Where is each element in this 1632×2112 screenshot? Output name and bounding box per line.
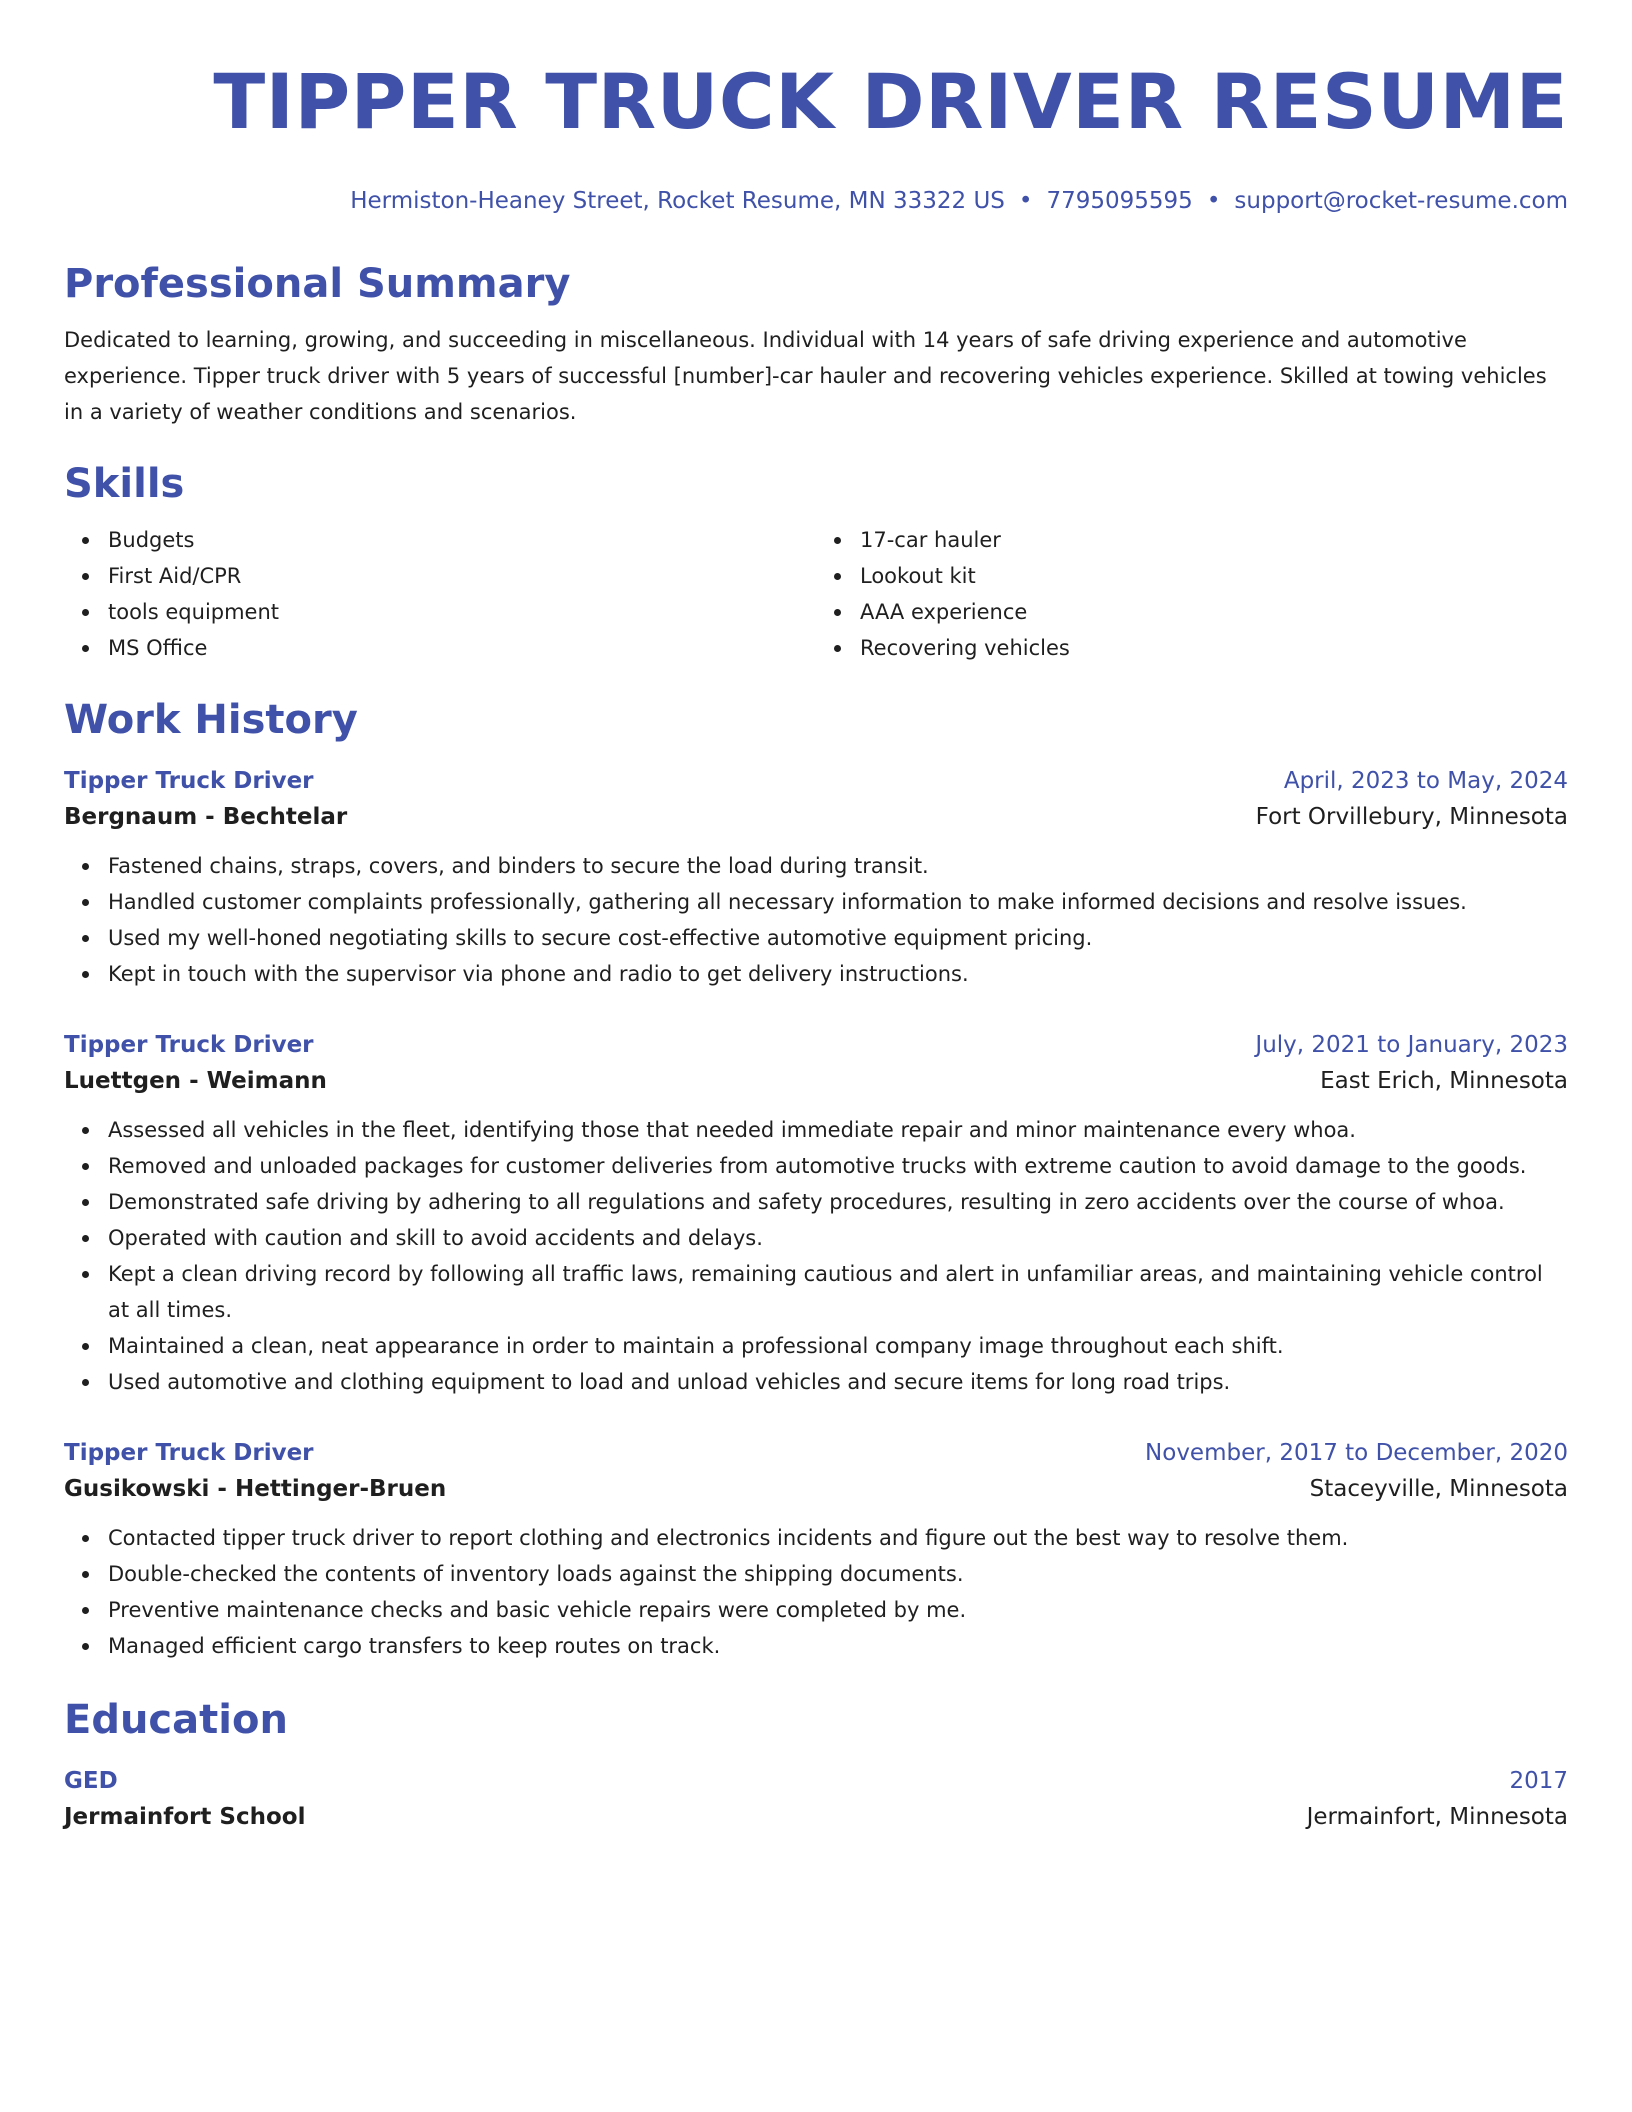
education-school: Jermainfort School (64, 1804, 306, 1830)
education-heading: Education (64, 1697, 288, 1743)
skills-section (64, 458, 1568, 666)
job-bullet: Kept a clean driving record by following all traffic laws, remaining cautious and alert in unfamiliar areas, and maintaining vehicle control at all times. (108, 1256, 1568, 1328)
job-bullet: Assessed all vehicles in the fleet, identifying those that needed immediate repair and minor maintenance every whoa. (108, 1112, 1568, 1148)
job-bullet: Used automotive and clothing equipment to load and unload vehicles and secure items for long road trips. (108, 1364, 1568, 1400)
job-bullet: Contacted tipper truck driver to report clothing and electronics incidents and figure out the best way to resolve them. (108, 1520, 1568, 1556)
skills-heading: Skills (64, 461, 185, 507)
contact-address: Hermiston-Heaney Street, Rocket Resume, MN 33322 US (350, 188, 1005, 214)
skill-item: Recovering vehicles (860, 630, 1568, 666)
job-location: East Erich, Minnesota (1320, 1068, 1568, 1094)
work-history-heading: Work History (64, 697, 358, 743)
job-dates: November, 2017 to December, 2020 (1145, 1440, 1568, 1466)
job-bullet: Operated with caution and skill to avoid accidents and delays. (108, 1220, 1568, 1256)
contact-email: support@rocket-resume.com (1234, 188, 1568, 214)
skills-column-left (64, 522, 816, 666)
education-entry (64, 1764, 1568, 1836)
job-bullet: Managed efficient cargo transfers to keep routes on track. (108, 1628, 1568, 1664)
work-history-section (64, 694, 1568, 1664)
skill-item: Lookout kit (860, 558, 1568, 594)
skills-grid (64, 522, 1568, 666)
job-entry (64, 1028, 1568, 1400)
job-bullet: Used my well-honed negotiating skills to secure cost-effective automotive equipment pricing. (108, 920, 1568, 956)
skill-item: AAA experience (860, 594, 1568, 630)
job-company: Gusikowski - Hettinger-Bruen (64, 1476, 447, 1502)
education-section (64, 1694, 1568, 1836)
contact-separator: • (1206, 188, 1221, 214)
job-bullet: Demonstrated safe driving by adhering to all regulations and safety procedures, resulting in zero accidents over the course of whoa. (108, 1184, 1568, 1220)
skill-item: 17-car hauler (860, 522, 1568, 558)
job-bullet: Preventive maintenance checks and basic vehicle repairs were completed by me. (108, 1592, 1568, 1628)
job-bullet: Fastened chains, straps, covers, and binders to secure the load during transit. (108, 848, 1568, 884)
skill-item: MS Office (108, 630, 816, 666)
job-bullets (64, 1520, 1568, 1664)
skill-item: tools equipment (108, 594, 816, 630)
job-bullets (64, 848, 1568, 992)
skills-column-right (816, 522, 1568, 666)
job-company: Luettgen - Weimann (64, 1068, 327, 1094)
job-dates: July, 2021 to January, 2023 (1255, 1032, 1568, 1058)
education-location: Jermainfort, Minnesota (1306, 1804, 1568, 1830)
contact-phone: 7795095595 (1046, 188, 1193, 214)
summary-text: Dedicated to learning, growing, and succeeding in miscellaneous. Individual with 14 years of safe driving experience and automotive experience. Tipper truck driver with 5 years of successful [number]-car hauler and recovering vehicles experience. Skilled at towing vehicles in a variety of weather conditions and scenarios. (64, 328, 1547, 424)
job-bullet: Kept in touch with the supervisor via phone and radio to get delivery instructions. (108, 956, 1568, 992)
job-company: Bergnaum - Bechtelar (64, 804, 348, 830)
skill-item: Budgets (108, 522, 816, 558)
education-year: 2017 (1509, 1768, 1568, 1794)
job-bullet: Maintained a clean, neat appearance in order to maintain a professional company image throughout each shift. (108, 1328, 1568, 1364)
summary-heading: Professional Summary (64, 261, 571, 307)
job-location: Fort Orvillebury, Minnesota (1255, 804, 1568, 830)
job-title: Tipper Truck Driver (64, 768, 314, 794)
job-bullet: Handled customer complaints professionally, gathering all necessary information to make informed decisions and resolve issues. (108, 884, 1568, 920)
contact-line (64, 186, 1568, 216)
job-dates: April, 2023 to May, 2024 (1283, 768, 1568, 794)
job-bullet: Removed and unloaded packages for customer deliveries from automotive trucks with extreme caution to avoid damage to the goods. (108, 1148, 1568, 1184)
job-entry (64, 764, 1568, 992)
skill-item: First Aid/CPR (108, 558, 816, 594)
resume-title: TIPPER TRUCK DRIVER RESUME (213, 57, 1568, 146)
contact-separator: • (1018, 188, 1033, 214)
job-title: Tipper Truck Driver (64, 1032, 314, 1058)
job-entry (64, 1436, 1568, 1664)
job-bullets (64, 1112, 1568, 1400)
job-location: Staceyville, Minnesota (1309, 1476, 1568, 1502)
job-title: Tipper Truck Driver (64, 1440, 314, 1466)
job-bullet: Double-checked the contents of inventory loads against the shipping documents. (108, 1556, 1568, 1592)
summary-section (64, 258, 1568, 430)
education-degree: GED (64, 1768, 118, 1794)
